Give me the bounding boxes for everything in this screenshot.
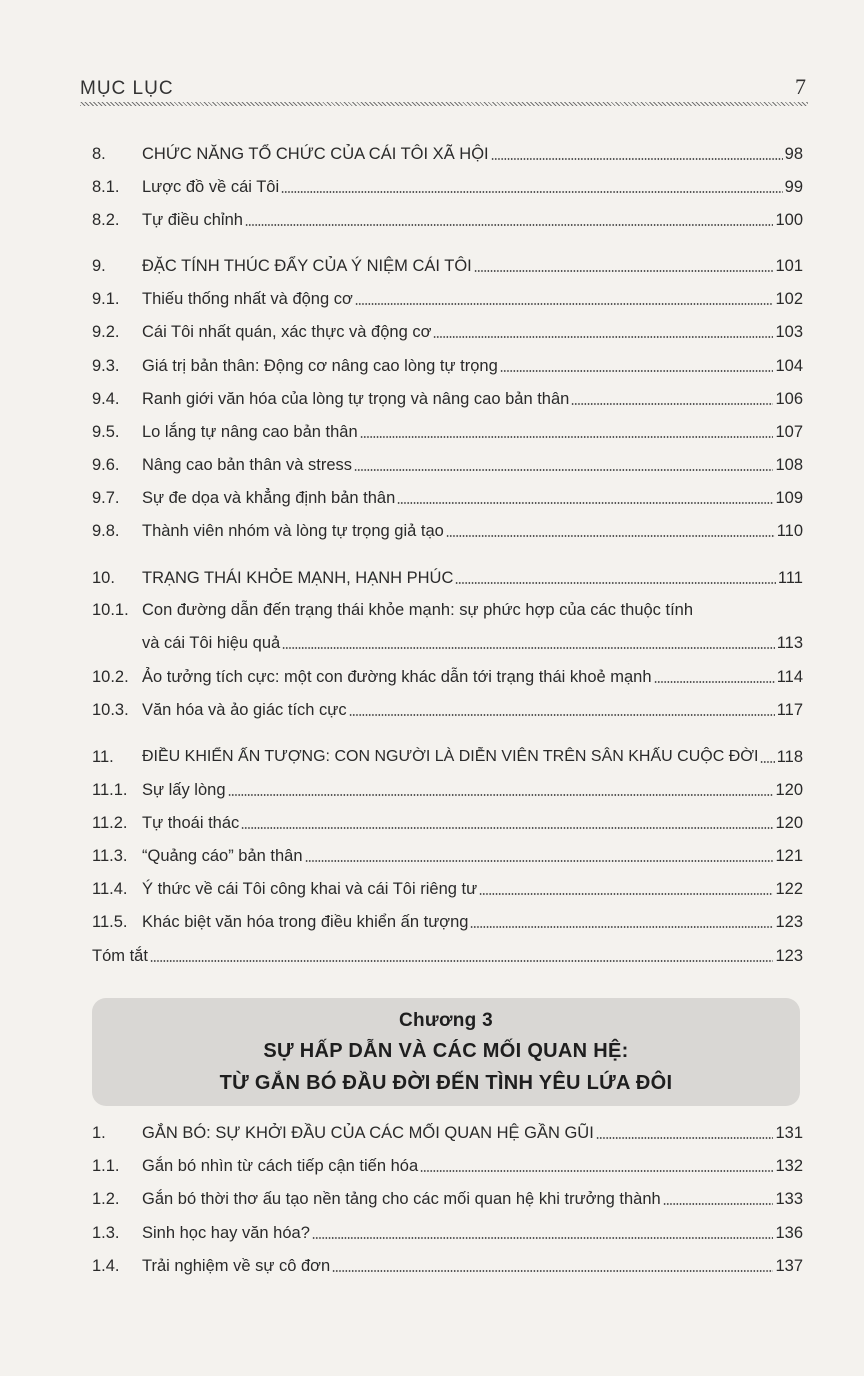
- dot-leader: [355, 303, 774, 305]
- dot-leader: [282, 647, 774, 649]
- dot-leader: [332, 1270, 773, 1272]
- toc-entry-title: Ranh giới văn hóa của lòng tự trọng và nâng cao bản thân: [142, 390, 570, 408]
- toc-entry-title: Thành viên nhóm và lòng tự trọng giả tạo: [142, 522, 444, 540]
- toc-entry-title: “Quảng cáo” bản thân: [142, 847, 303, 865]
- toc-entry: [92, 350, 803, 376]
- toc-entry-number: 9.1.: [92, 290, 120, 308]
- dot-leader: [228, 794, 774, 796]
- dot-leader: [446, 535, 775, 537]
- toc-entry-title: Sự lấy lòng: [142, 781, 226, 799]
- toc-entry: [92, 562, 803, 588]
- toc-entry: [92, 283, 803, 309]
- toc-entry: [92, 840, 803, 866]
- toc-entry-page: 132: [775, 1157, 803, 1175]
- toc-entry-title: Lo lắng tự nâng cao bản thân: [142, 423, 358, 441]
- toc-entry-title: Gắn bó thời thơ ấu tạo nền tảng cho các mối quan hệ khi trưởng thành: [142, 1190, 661, 1208]
- toc-entry-number: 9.: [92, 257, 106, 275]
- toc-entry-title: TRẠNG THÁI KHỎE MẠNH, HẠNH PHÚC: [142, 569, 454, 587]
- toc-entry-title: ĐIỀU KHIỂN ẤN TƯỢNG: CON NGƯỜI LÀ DIỄN VIÊN TRÊN SÂN KHẤU CUỘC ĐỜI: [142, 748, 759, 765]
- dot-leader: [663, 1203, 774, 1205]
- toc-entry-page: 120: [775, 781, 803, 799]
- toc-entry-number: 9.4.: [92, 390, 120, 408]
- toc-entry-page: 101: [775, 257, 803, 275]
- toc-entry: [92, 940, 803, 966]
- toc-entry-number: 10.2.: [92, 668, 129, 686]
- toc-entry-title: Sự đe dọa và khẳng định bản thân: [142, 489, 396, 507]
- dot-leader: [354, 469, 773, 471]
- toc-entry-title: Tự thoái thác: [142, 814, 240, 832]
- page-number: 7: [795, 74, 806, 99]
- toc-entry-page: 136: [775, 1224, 803, 1242]
- toc-entry-page: 114: [776, 668, 803, 686]
- dot-leader: [571, 403, 773, 405]
- dot-leader: [474, 270, 774, 272]
- toc-entry-title: Ý thức về cái Tôi công khai và cái Tôi riêng tư: [142, 880, 478, 898]
- toc-entry-title: ĐẶC TÍNH THÚC ĐẨY CỦA Ý NIỆM CÁI TÔI: [142, 257, 472, 275]
- toc-entry-page: 111: [777, 569, 803, 587]
- dot-leader: [479, 893, 773, 895]
- dot-leader: [245, 224, 774, 226]
- toc-entry-page: 98: [784, 145, 803, 163]
- toc-entry-number: 10.: [92, 569, 115, 587]
- toc-entry: [92, 594, 803, 620]
- header-divider: [80, 102, 808, 106]
- dot-leader: [349, 714, 775, 716]
- toc-entry-number: 1.1.: [92, 1157, 120, 1175]
- toc-entry-number: 11.5.: [92, 913, 128, 931]
- dot-leader: [150, 960, 774, 962]
- toc-entry-title: GẮN BÓ: SỰ KHỞI ĐẦU CỦA CÁC MỐI QUAN HỆ GẦN GŨI: [142, 1124, 594, 1142]
- toc-entry-page: 103: [775, 323, 803, 341]
- toc-entry-number: 10.1.: [92, 601, 129, 619]
- toc-entry-number: 8.1.: [92, 178, 120, 196]
- chapter-title-line-2: TỪ GẮN BÓ ĐẦU ĐỜI ĐẾN TÌNH YÊU LỨA ĐÔI: [219, 1072, 673, 1094]
- toc-entry-number: 9.8.: [92, 522, 120, 540]
- header-title: MỤC LỤC: [80, 78, 174, 99]
- toc-entry-page: 102: [775, 290, 803, 308]
- toc-entry-number: 10.3.: [92, 701, 129, 719]
- toc-entry-number: 11.4.: [92, 880, 128, 898]
- toc-entry-title: Tóm tắt: [92, 947, 148, 965]
- toc-entry-page: 107: [775, 423, 803, 441]
- toc-entry-number: 1.2.: [92, 1190, 120, 1208]
- toc-entry-page: 104: [775, 357, 803, 375]
- toc-entry: [92, 383, 803, 409]
- toc-entry-page: 118: [776, 748, 803, 766]
- toc-entry-title: Cái Tôi nhất quán, xác thực và động cơ: [142, 323, 432, 341]
- page-header: [80, 74, 808, 104]
- toc-entry-page: 100: [775, 211, 803, 229]
- toc-entry: [92, 316, 803, 342]
- toc-entry-number: 1.: [92, 1124, 106, 1142]
- toc-entry: [92, 250, 803, 276]
- toc-entry-title: Gắn bó nhìn từ cách tiếp cận tiến hóa: [142, 1157, 419, 1175]
- dot-leader: [470, 926, 773, 928]
- toc-entry-title: và cái Tôi hiệu quả: [142, 634, 281, 652]
- toc-entry-title: Lược đồ về cái Tôi: [142, 178, 280, 196]
- dot-leader: [654, 681, 775, 683]
- toc-entry: [92, 774, 803, 800]
- toc-entry-number: 1.3.: [92, 1224, 120, 1242]
- toc-entry: [92, 741, 803, 767]
- dot-leader: [312, 1237, 774, 1239]
- dot-leader: [500, 370, 774, 372]
- toc-entry-page: 113: [776, 634, 803, 652]
- dot-leader: [241, 827, 773, 829]
- toc-entry-number: 8.2.: [92, 211, 120, 229]
- dot-leader: [420, 1170, 773, 1172]
- toc-entry: [92, 204, 803, 230]
- toc-entry: [92, 1250, 803, 1276]
- dot-leader: [360, 436, 774, 438]
- toc-entry: [92, 694, 803, 720]
- toc-entry-page: 123: [775, 913, 803, 931]
- toc-entry-page: 106: [775, 390, 803, 408]
- chapter-title-line-1: SỰ HẤP DẪN VÀ CÁC MỐI QUAN HỆ:: [263, 1040, 629, 1062]
- toc-entry-page: 108: [775, 456, 803, 474]
- toc-entry-number: 9.3.: [92, 357, 120, 375]
- toc-entry: [92, 1150, 803, 1176]
- toc-entry-page: 131: [775, 1124, 803, 1142]
- toc-entry-page: 137: [775, 1257, 803, 1275]
- toc-entry-title: Nâng cao bản thân và stress: [142, 456, 353, 474]
- toc-entry: [92, 1117, 803, 1143]
- toc-entry-number: 9.6.: [92, 456, 120, 474]
- toc-entry-page: 120: [775, 814, 803, 832]
- toc-entry-title: CHỨC NĂNG TỔ CHỨC CỦA CÁI TÔI XÃ HỘI: [142, 145, 489, 163]
- toc-entry: [92, 416, 803, 442]
- toc-entry-page: 123: [775, 947, 803, 965]
- toc-entry-title: Khác biệt văn hóa trong điều khiển ấn tượng: [142, 913, 469, 931]
- toc-entry-number: 9.7.: [92, 489, 120, 507]
- toc-entry-number: 9.5.: [92, 423, 120, 441]
- dot-leader: [491, 158, 783, 160]
- toc-entry-number: 11.: [92, 748, 114, 766]
- toc-entry: [92, 515, 803, 541]
- toc-entry-page: 122: [775, 880, 803, 898]
- dot-leader: [281, 191, 783, 193]
- toc-entry-page: 117: [776, 701, 803, 719]
- chapter-label: Chương 3: [398, 1010, 494, 1031]
- dot-leader: [305, 860, 774, 862]
- toc-entry-page: 109: [775, 489, 803, 507]
- toc-entry-title: Sinh học hay văn hóa?: [142, 1224, 310, 1242]
- toc-entry-title: Ảo tưởng tích cực: một con đường khác dẫn tới trạng thái khoẻ mạnh: [142, 668, 652, 686]
- toc-entry-page: 110: [776, 522, 803, 540]
- toc-entry-number: 9.2.: [92, 323, 120, 341]
- toc-entry: [92, 627, 803, 653]
- toc-entry-number: 11.3.: [92, 847, 128, 865]
- toc-entry: [92, 873, 803, 899]
- toc-entry: [92, 807, 803, 833]
- toc-entry-number: 1.4.: [92, 1257, 120, 1275]
- toc-entry-page: 121: [775, 847, 803, 865]
- toc-entry: [92, 449, 803, 475]
- toc-entry: [92, 482, 803, 508]
- toc-entry: [92, 661, 803, 687]
- toc-entry-number: 11.1.: [92, 781, 128, 799]
- dot-leader: [596, 1137, 774, 1139]
- toc-entry-title: Con đường dẫn đến trạng thái khỏe mạnh: sự phức hợp của các thuộc tính: [142, 601, 694, 619]
- toc-entry: [92, 171, 803, 197]
- toc-entry: [92, 1183, 803, 1209]
- dot-leader: [433, 336, 773, 338]
- toc-entry-page: 133: [775, 1190, 803, 1208]
- toc-entry-title: Giá trị bản thân: Động cơ nâng cao lòng tự trọng: [142, 357, 498, 375]
- toc-entry: [92, 906, 803, 932]
- dot-leader: [397, 502, 773, 504]
- toc-entry-number: 11.2.: [92, 814, 128, 832]
- toc-entry-title: Thiếu thống nhất và động cơ: [142, 290, 353, 308]
- toc-entry-number: 8.: [92, 145, 106, 163]
- toc-entry-title: Trải nghiệm về sự cô đơn: [142, 1257, 331, 1275]
- toc-entry-title: Văn hóa và ảo giác tích cực: [142, 701, 347, 719]
- dot-leader: [455, 582, 776, 584]
- toc-entry-title: Tự điều chỉnh: [142, 211, 243, 229]
- toc-entry: [92, 1217, 803, 1243]
- dot-leader: [760, 761, 774, 763]
- toc-entry-page: 99: [784, 178, 803, 196]
- toc-entry: [92, 138, 803, 164]
